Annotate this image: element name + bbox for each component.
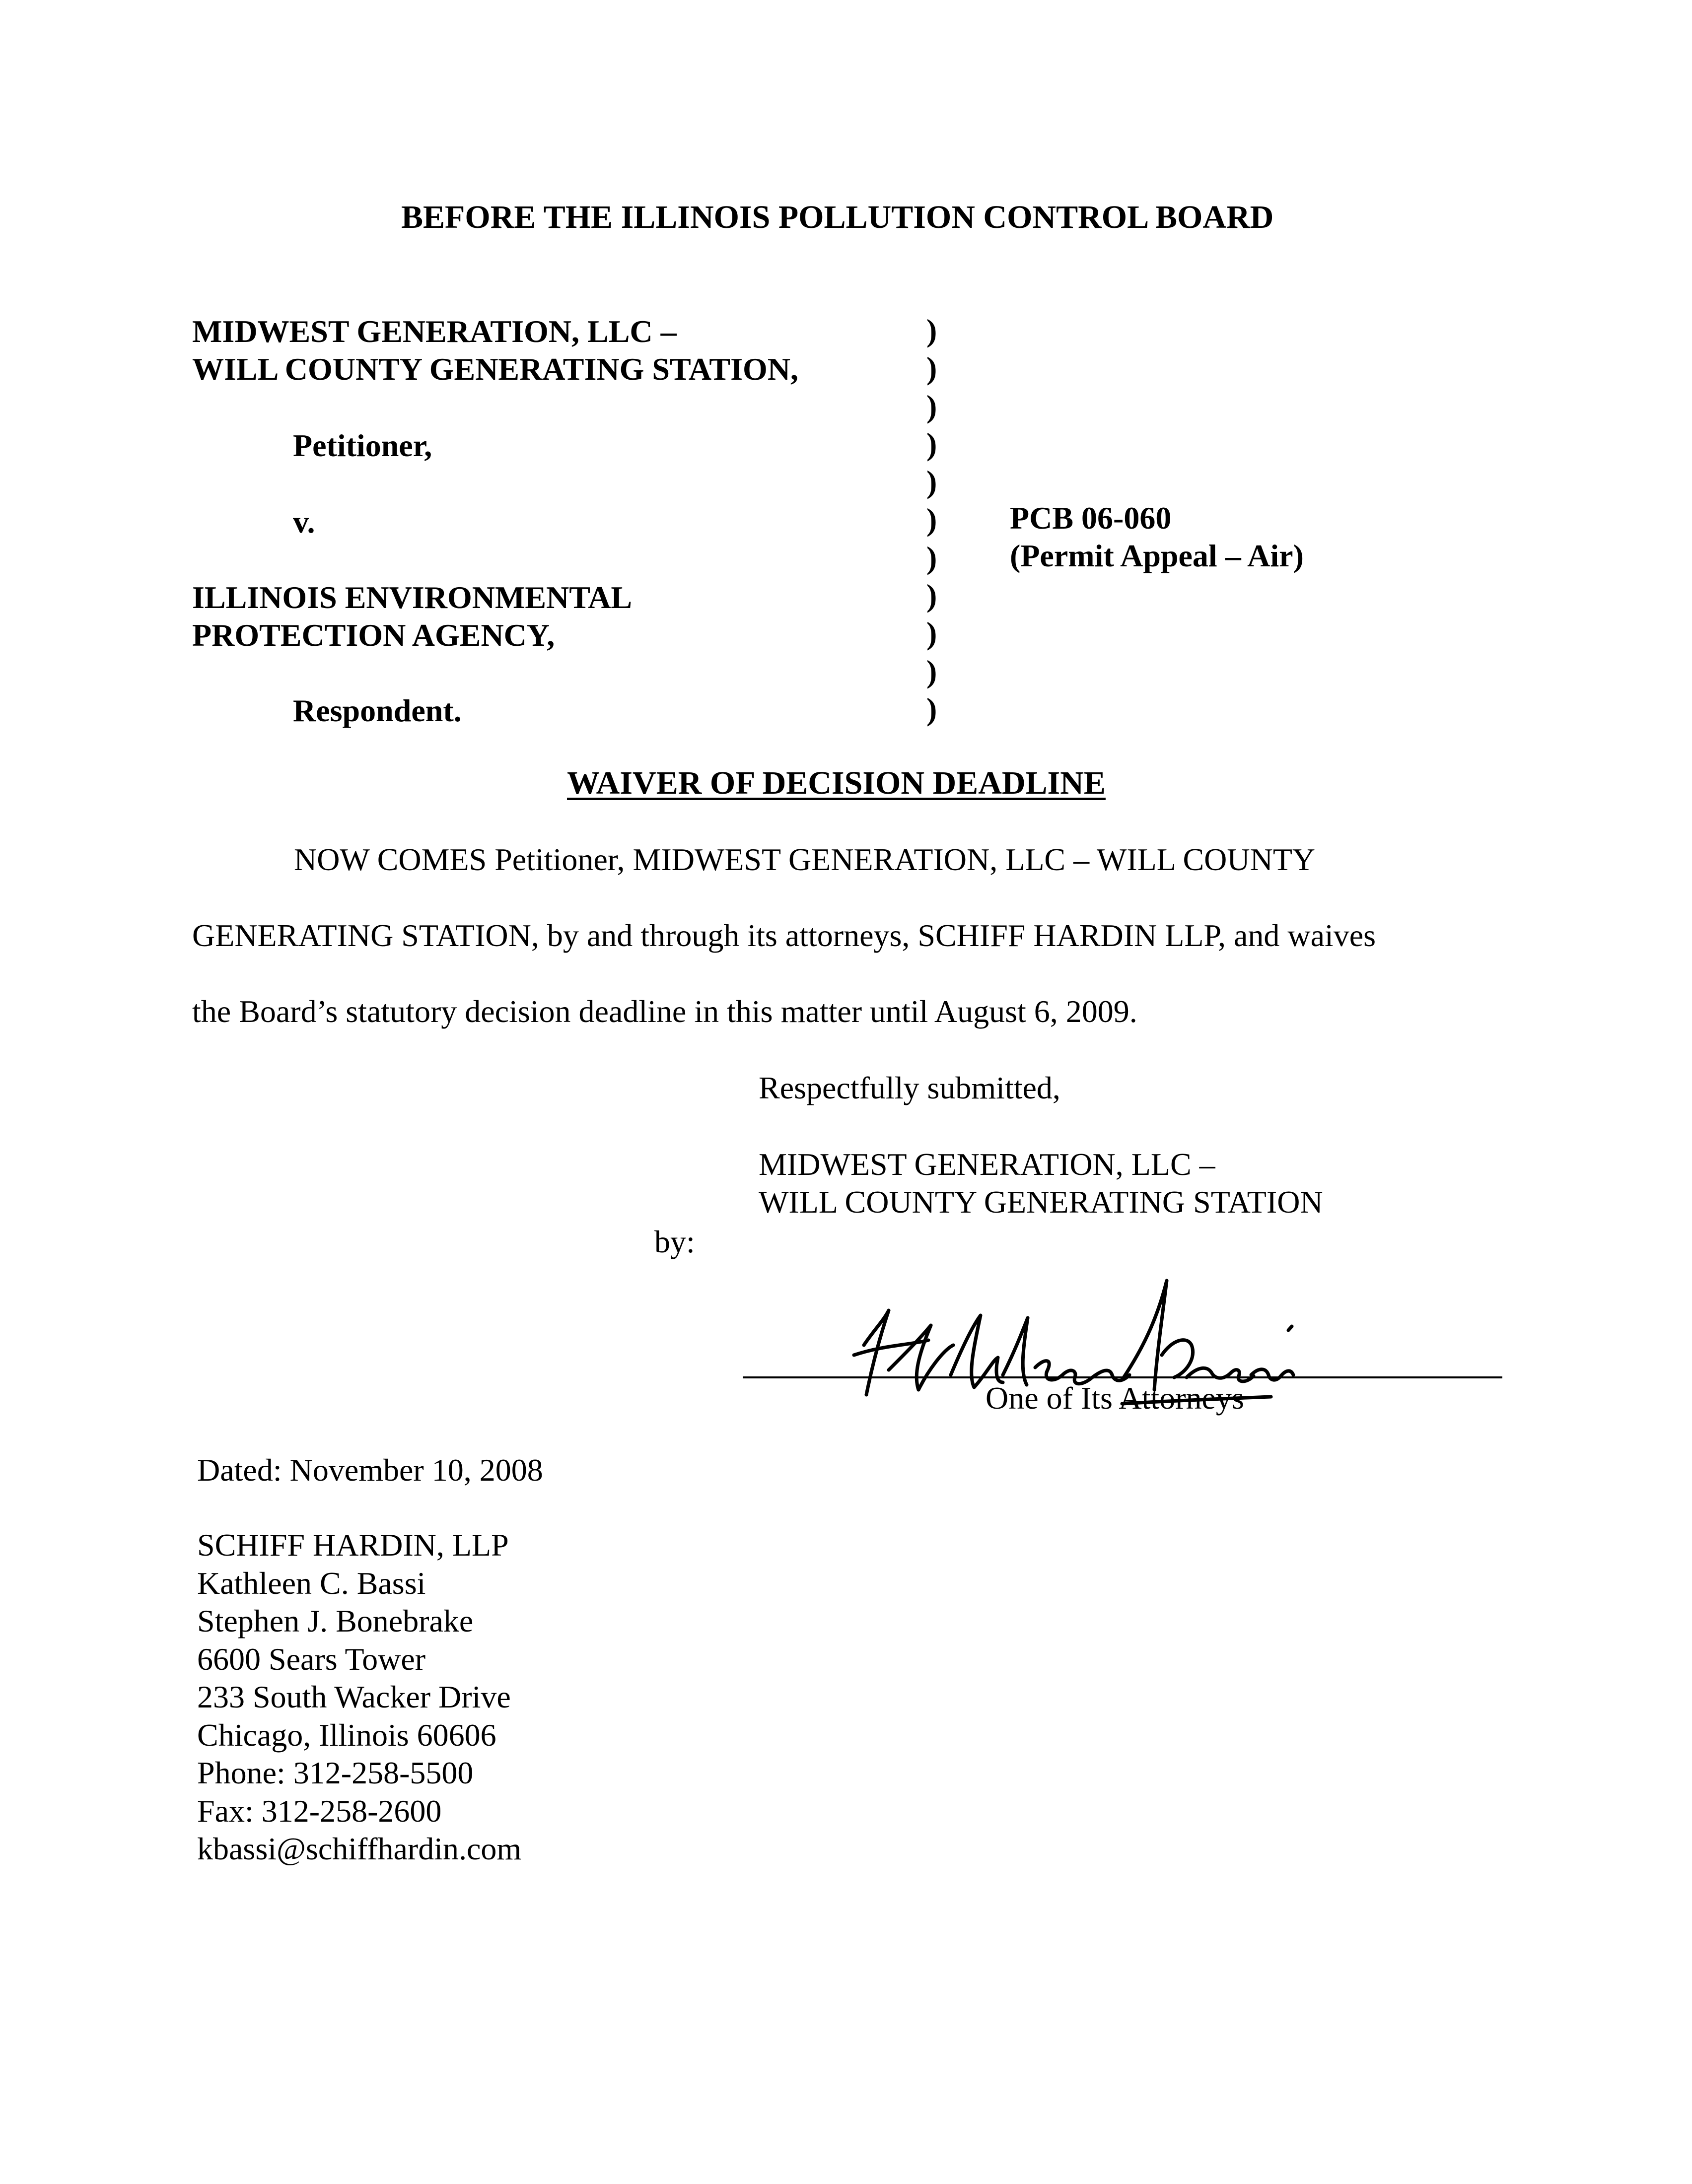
fax-number: Fax: 312-258-2600 (197, 1793, 442, 1829)
dated-line: Dated: November 10, 2008 (197, 1452, 543, 1488)
signature-line (743, 1376, 1502, 1378)
respondent-label: Respondent. (293, 693, 462, 728)
respectfully-submitted: Respectfully submitted, (759, 1070, 1060, 1105)
caption-paren: ) (926, 388, 937, 424)
caption-paren: ) (926, 653, 937, 689)
board-title: BEFORE THE ILLINOIS POLLUTION CONTROL BOARD (401, 199, 1274, 235)
caption-parentheses (926, 312, 946, 728)
caption-paren: ) (926, 313, 937, 348)
address-line: 6600 Sears Tower (197, 1641, 426, 1677)
party-line-1: MIDWEST GENERATION, LLC – (759, 1147, 1215, 1182)
firm-name: SCHIFF HARDIN, LLP (197, 1527, 509, 1563)
firm-address-block (197, 1526, 521, 1868)
document-title: WAIVER OF DECISION DEADLINE (567, 765, 1106, 801)
address-line: 233 South Wacker Drive (197, 1679, 511, 1714)
attorney-name: Kathleen C. Bassi (197, 1565, 426, 1601)
versus-label: v. (293, 504, 315, 540)
signature-caption: One of Its Attorneys (986, 1380, 1244, 1416)
respondent-name-line1: ILLINOIS ENVIRONMENTAL (192, 580, 633, 615)
caption-paren: ) (926, 426, 937, 462)
caption-paren: ) (926, 350, 937, 386)
caption-paren: ) (926, 540, 937, 575)
caption-paren: ) (926, 615, 937, 651)
phone-number: Phone: 312-258-5500 (197, 1755, 474, 1790)
address-city: Chicago, Illinois 60606 (197, 1717, 496, 1753)
caption-paren: ) (926, 464, 937, 500)
petitioner-name-line2: WILL COUNTY GENERATING STATION, (192, 351, 798, 387)
caption-paren: ) (926, 502, 937, 538)
body-line-3: the Board’s statutory decision deadline in this matter until August 6, 2009. (192, 994, 1137, 1029)
body-line-1: NOW COMES Petitioner, MIDWEST GENERATION, LLC – WILL COUNTY (294, 842, 1316, 877)
case-number: PCB 06-060 (1010, 500, 1172, 536)
by-label: by: (654, 1224, 695, 1259)
party-line-2: WILL COUNTY GENERATING STATION (759, 1184, 1323, 1220)
email-address: kbassi@schiffhardin.com (197, 1831, 522, 1866)
body-line-2: GENERATING STATION, by and through its attorneys, SCHIFF HARDIN LLP, and waives (192, 918, 1376, 953)
respondent-name-line2: PROTECTION AGENCY, (192, 617, 555, 653)
caption-paren: ) (926, 578, 937, 614)
petitioner-label: Petitioner, (293, 428, 432, 463)
case-type: (Permit Appeal – Air) (1010, 538, 1304, 573)
petitioner-name-line1: MIDWEST GENERATION, LLC – (192, 314, 677, 349)
attorney-name: Stephen J. Bonebrake (197, 1603, 474, 1638)
caption-paren: ) (926, 691, 937, 727)
